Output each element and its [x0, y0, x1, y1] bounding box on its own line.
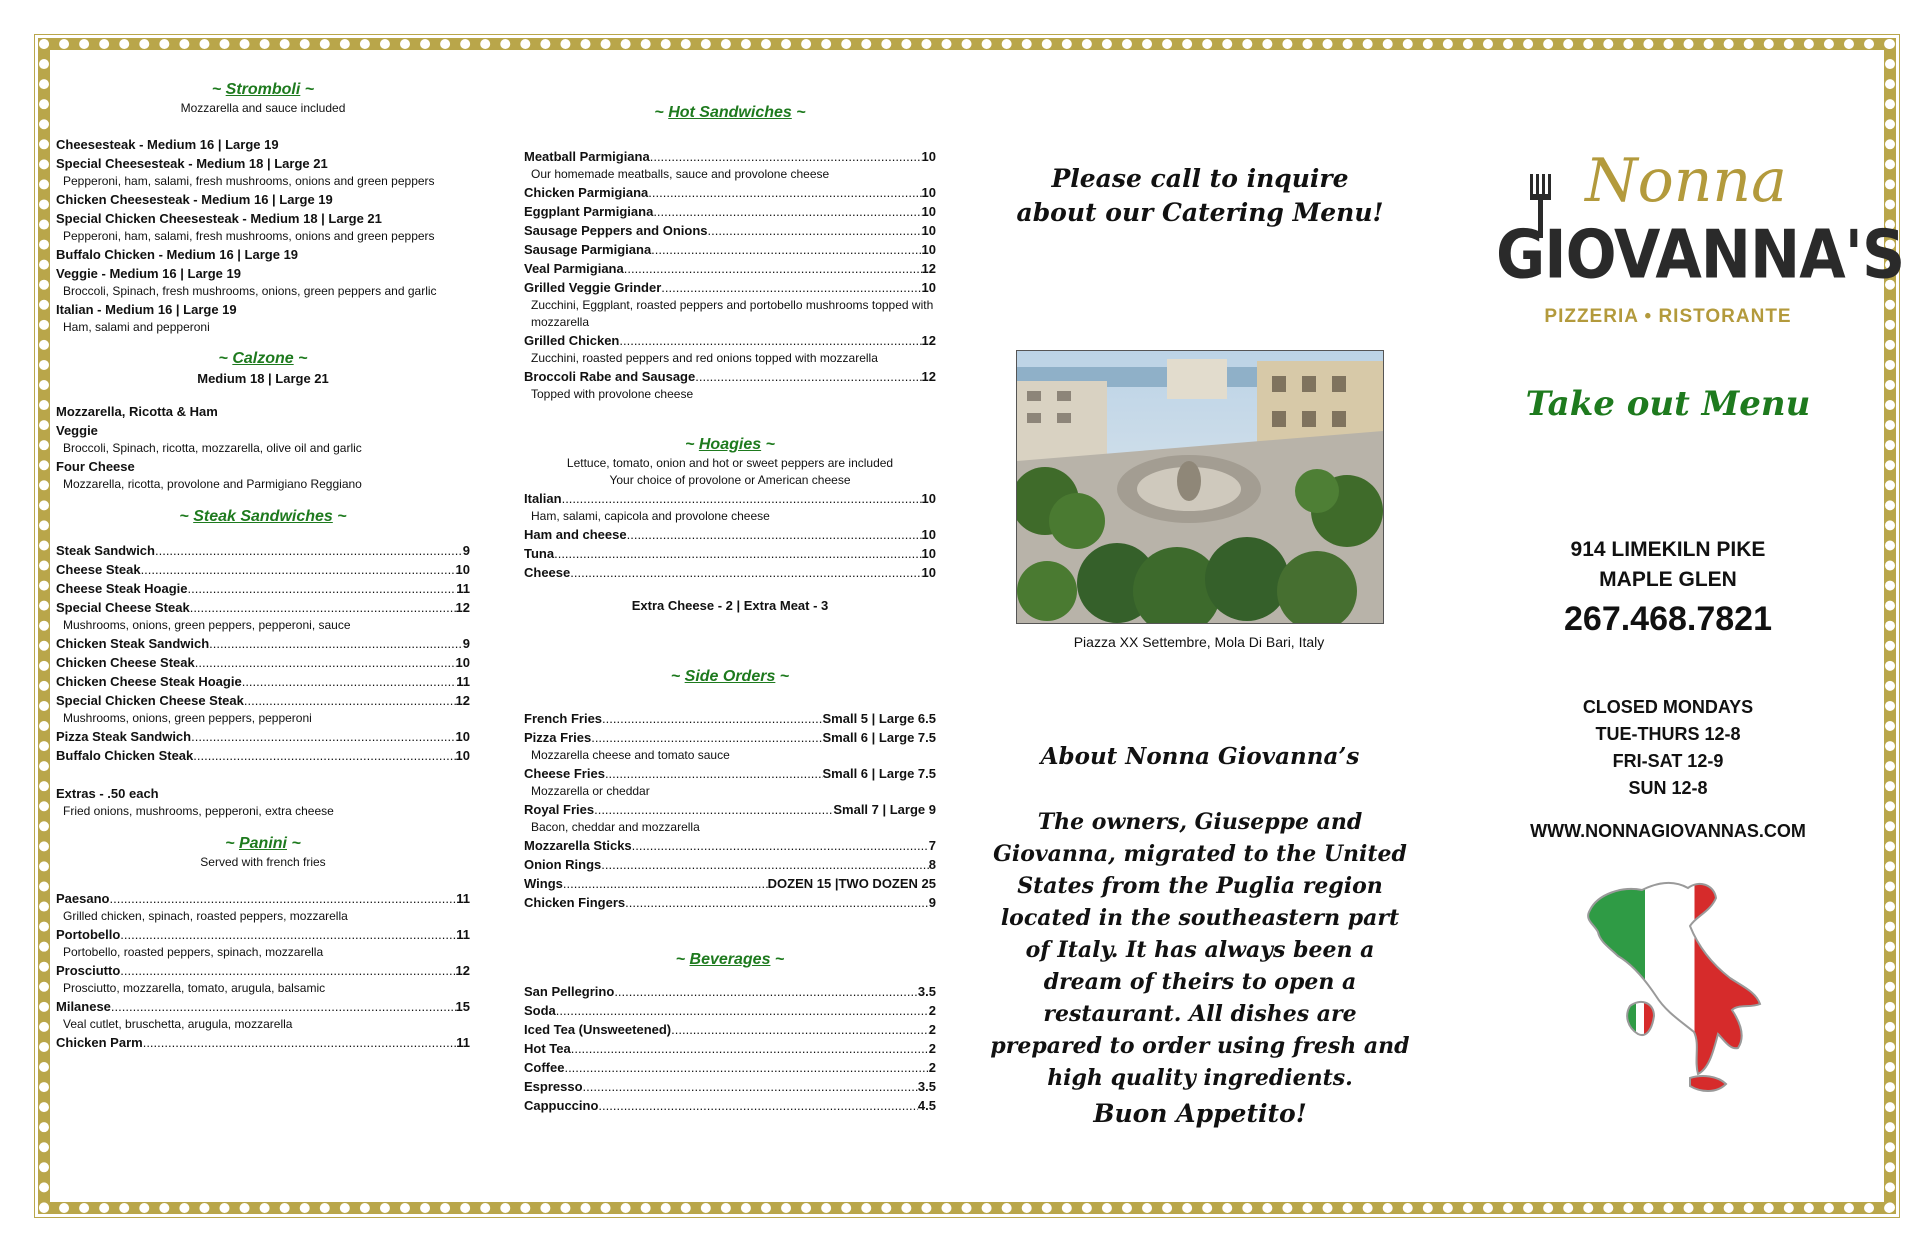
- menu-item-name: Wings: [524, 876, 563, 891]
- dot-leader: [141, 560, 456, 579]
- menu-item-desc: Broccoli, Spinach, ricotta, mozzarella, olive oil and garlic: [63, 441, 362, 455]
- menu-item-name: Chicken Cheese Steak: [56, 655, 195, 670]
- menu-item-price: 12: [921, 369, 936, 384]
- menu-item: [524, 1039, 936, 1058]
- stromboli-title: ~ Stromboli ~: [211, 81, 315, 98]
- hoagies-list: [524, 489, 936, 582]
- dot-leader: [619, 331, 921, 350]
- menu-item-name: Special Chicken Cheesesteak - Medium 18 | Large 21: [56, 211, 382, 226]
- menu-item: [524, 836, 936, 855]
- menu-item-price: 10: [921, 242, 936, 257]
- menu-item-name: Steak Sandwich: [56, 543, 155, 558]
- menu-item-name: Veggie - Medium 16 | Large 19: [56, 266, 241, 281]
- menu-item-desc: Zucchini, Eggplant, roasted peppers and portobello mushrooms topped with mozzarella: [531, 298, 934, 329]
- menu-item-desc: Grilled chicken, spinach, roasted peppers, mozzarella: [63, 909, 348, 923]
- menu-item: [56, 889, 470, 908]
- menu-item: [524, 183, 936, 202]
- logo-name: GIOVANNA'S: [1496, 215, 1905, 295]
- dot-leader: [653, 202, 921, 221]
- piazza-photo: [1016, 350, 1384, 624]
- menu-item: [524, 259, 936, 278]
- menu-item-name: Four Cheese: [56, 459, 135, 474]
- menu-item: [524, 278, 936, 297]
- menu-item: [56, 925, 470, 944]
- photo-caption: Piazza XX Settembre, Mola Di Bari, Italy: [1073, 634, 1325, 650]
- menu-item-name: Cheesesteak - Medium 16 | Large 19: [56, 137, 279, 152]
- menu-item: [524, 367, 936, 386]
- menu-item-name: Tuna: [524, 546, 555, 561]
- menu-item: [56, 653, 470, 672]
- dot-leader: [556, 1001, 929, 1020]
- menu-item-desc: Mozzarella, ricotta, provolone and Parmigiano Reggiano: [63, 477, 362, 491]
- menu-item-price: 10: [921, 491, 936, 506]
- menu-item: [524, 982, 936, 1001]
- steak-list: [56, 541, 470, 765]
- dot-leader: [564, 1058, 928, 1077]
- menu-item-price: 11: [456, 927, 470, 942]
- menu-item-name: Cheese Steak: [56, 562, 141, 577]
- stromboli-subtitle: Mozzarella and sauce included: [180, 101, 346, 115]
- dot-leader: [598, 1096, 918, 1115]
- dot-leader: [671, 1020, 929, 1039]
- menu-item-price: 10: [455, 655, 470, 670]
- phone-number[interactable]: 267.468.7821: [1564, 600, 1772, 638]
- dot-leader: [583, 1077, 918, 1096]
- address-line-2: MAPLE GLEN: [1599, 568, 1737, 591]
- dot-leader: [648, 183, 921, 202]
- dot-leader: [209, 634, 463, 653]
- menu-item-price: 10: [921, 223, 936, 238]
- menu-item-price: Small 5 | Large 6.5: [822, 711, 936, 726]
- dot-leader: [242, 672, 457, 691]
- menu-item: [56, 746, 470, 765]
- hours-line: FRI-SAT 12-9: [1612, 751, 1724, 771]
- dot-leader: [602, 709, 822, 728]
- menu-item-name: Soda: [524, 1003, 556, 1018]
- menu-item-price: 7: [928, 838, 936, 853]
- dot-leader: [191, 727, 455, 746]
- calzone-title: ~ Calzone ~: [218, 350, 308, 367]
- menu-item: [524, 1001, 936, 1020]
- menu-item-name: Coffee: [524, 1060, 565, 1075]
- address-line-1: 914 LIMEKILN PIKE: [1570, 538, 1766, 561]
- sides-title: ~ Side Orders ~: [670, 668, 790, 685]
- menu-item-price: 11: [456, 891, 470, 906]
- menu-item-desc: Veal cutlet, bruschetta, arugula, mozzarella: [63, 1017, 293, 1031]
- sides-list: [524, 709, 936, 912]
- beverages-title: ~ Beverages ~: [675, 951, 785, 968]
- column-1: [56, 80, 470, 1052]
- hours-list: [1496, 694, 1840, 802]
- menu-item-price: 12: [921, 333, 936, 348]
- menu-item-name: Mozzarella, Ricotta & Ham: [56, 404, 218, 419]
- menu-item-desc: Broccoli, Spinach, fresh mushrooms, onions, green peppers and garlic: [63, 284, 437, 298]
- menu-item-name: Portobello: [56, 927, 121, 942]
- dot-leader: [627, 525, 922, 544]
- menu-item-desc: Ham, salami and pepperoni: [63, 320, 210, 334]
- dot-leader: [562, 489, 922, 508]
- menu-item-price: Small 7 | Large 9: [833, 802, 936, 817]
- dot-leader: [143, 1033, 457, 1052]
- about-closing: Buon Appetito!: [1093, 1099, 1307, 1128]
- dot-leader: [190, 598, 456, 617]
- menu-item-price: 8: [928, 857, 936, 872]
- menu-item-desc: Mozzarella or cheddar: [531, 784, 650, 798]
- calzone-list: [56, 402, 470, 493]
- menu-item-price: 10: [455, 748, 470, 763]
- dot-leader: [109, 889, 456, 908]
- menu-item-price: 11: [456, 581, 470, 596]
- menu-item-desc: Our homemade meatballs, sauce and provolone cheese: [531, 167, 830, 181]
- menu-item-name: Chicken Fingers: [524, 895, 626, 910]
- menu-item-name: Italian: [524, 491, 562, 506]
- dot-leader: [563, 874, 768, 893]
- menu-item-name: Special Cheesesteak - Medium 18 | Large 21: [56, 156, 328, 171]
- menu-item-price: 10: [921, 204, 936, 219]
- menu-item: [524, 240, 936, 259]
- menu-item-name: Hot Tea: [524, 1041, 571, 1056]
- menu-item-name: Chicken Steak Sandwich: [56, 636, 210, 651]
- hours-line: SUN 12-8: [1628, 778, 1708, 798]
- dot-leader: [625, 893, 929, 912]
- steak-extras-desc: Fried onions, mushrooms, pepperoni, extra cheese: [63, 804, 334, 818]
- about-title: About Nonna Giovanna’s: [1040, 743, 1360, 770]
- menu-item-desc: Bacon, cheddar and mozzarella: [531, 820, 700, 834]
- menu-item-price: 12: [455, 963, 470, 978]
- dot-leader: [695, 367, 921, 386]
- menu-item-name: Cheese Steak Hoagie: [56, 581, 188, 596]
- menu-item-price: DOZEN 15 |TWO DOZEN 25: [767, 876, 936, 891]
- dot-leader: [195, 653, 456, 672]
- menu-item: [524, 202, 936, 221]
- dot-leader: [111, 997, 456, 1016]
- menu-item-price: 10: [921, 527, 936, 542]
- menu-item-price: 2: [928, 1041, 936, 1056]
- menu-item: [56, 672, 470, 691]
- menu-item-desc: Ham, salami, capicola and provolone cheese: [531, 509, 770, 523]
- steak-title: ~ Steak Sandwiches ~: [179, 508, 347, 525]
- hours-line: CLOSED MONDAYS: [1582, 697, 1754, 717]
- dot-leader: [554, 544, 921, 563]
- menu-item: [56, 598, 470, 617]
- stromboli-list: [56, 135, 470, 336]
- dot-leader: [120, 925, 456, 944]
- menu-item-price: 2: [928, 1003, 936, 1018]
- hoagies-subtitle-1: Lettuce, tomato, onion and hot or sweet peppers are included: [566, 456, 894, 470]
- menu-item-name: Buffalo Chicken Steak: [56, 748, 194, 763]
- menu-item-price: 10: [921, 546, 936, 561]
- menu-item-name: Espresso: [524, 1079, 583, 1094]
- menu-item-price: Small 6 | Large 7.5: [822, 766, 936, 781]
- menu-item: [524, 893, 936, 912]
- menu-item-name: Grilled Chicken: [524, 333, 620, 348]
- dot-leader: [650, 147, 922, 166]
- menu-item: [524, 800, 936, 819]
- dot-leader: [605, 764, 823, 783]
- menu-item-desc: Portobello, roasted peppers, spinach, mozzarella: [63, 945, 324, 959]
- dot-leader: [632, 836, 929, 855]
- menu-item-name: Ham and cheese: [524, 527, 627, 542]
- logo: [1496, 146, 1905, 338]
- menu-item-name: Italian - Medium 16 | Large 19: [56, 302, 237, 317]
- menu-item-name: Sausage Parmigiana: [524, 242, 652, 257]
- menu-item: [524, 1077, 936, 1096]
- menu-item-name: Sausage Peppers and Onions: [524, 223, 708, 238]
- menu-item: [524, 147, 936, 166]
- menu-item-name: Grilled Veggie Grinder: [524, 280, 662, 295]
- menu-item-name: Cappuccino: [524, 1098, 599, 1113]
- dot-leader: [188, 579, 457, 598]
- menu-item: [524, 728, 936, 747]
- menu-item-name: Chicken Cheesesteak - Medium 16 | Large 19: [56, 192, 333, 207]
- menu-item: [524, 525, 936, 544]
- menu-item-price: 11: [456, 674, 470, 689]
- menu-item: [524, 563, 936, 582]
- menu-item: [56, 560, 470, 579]
- menu-item-name: Buffalo Chicken - Medium 16 | Large 19: [56, 247, 299, 262]
- menu-item-price: 12: [921, 261, 936, 276]
- menu-item: [56, 541, 470, 560]
- menu-item-name: Paesano: [56, 891, 110, 906]
- menu-item: [524, 331, 936, 350]
- menu-item-name: Chicken Parm: [56, 1035, 143, 1050]
- menu-item-name: Cheese Fries: [524, 766, 605, 781]
- menu-item-name: Veal Parmigiana: [524, 261, 624, 276]
- menu-item-price: Small 6 | Large 7.5: [822, 730, 936, 745]
- dot-leader: [651, 240, 921, 259]
- menu-item-name: Pizza Steak Sandwich: [56, 729, 192, 744]
- about-body: The owners, Giuseppe and Giovanna, migrated to the United States from the Puglia region located in the southeastern part of Italy. It has always been a dream of theirs to open a restaurant. All dishes are prepared to order using fresh and high quality ingredients.: [990, 809, 1410, 1091]
- hours-line: TUE-THURS 12-8: [1595, 724, 1741, 744]
- menu-item-name: Broccoli Rabe and Sausage: [524, 369, 696, 384]
- dot-leader: [591, 728, 822, 747]
- hot-list: [524, 147, 936, 403]
- dot-leader: [244, 691, 456, 710]
- menu-item: [56, 691, 470, 710]
- dot-leader: [708, 221, 922, 240]
- menu-item: [524, 221, 936, 240]
- menu-item: [524, 855, 936, 874]
- menu-item: [524, 1058, 936, 1077]
- menu-item-price: 10: [455, 562, 470, 577]
- menu-item-desc: Prosciutto, mozzarella, tomato, arugula, balsamic: [63, 981, 326, 995]
- menu-item-price: 12: [455, 600, 470, 615]
- dot-leader: [571, 1039, 929, 1058]
- menu-item-name: Chicken Parmigiana: [524, 185, 649, 200]
- dot-leader: [570, 563, 921, 582]
- menu-item-price: 11: [456, 1035, 470, 1050]
- menu-item-name: San Pellegrino: [524, 984, 615, 999]
- menu-item-price: 9: [928, 895, 936, 910]
- hoagies-title: ~ Hoagies ~: [685, 436, 775, 453]
- menu-item-desc: Mushrooms, onions, green peppers, pepperoni, sauce: [63, 618, 351, 632]
- menu-item-price: 10: [921, 280, 936, 295]
- panini-title: ~ Panini ~: [225, 835, 301, 852]
- menu-item: [524, 544, 936, 563]
- menu-item: [524, 489, 936, 508]
- menu-item-name: Cheese: [524, 565, 571, 580]
- catering-note: Please call to inquire about our Catering Menu!: [1016, 164, 1384, 227]
- menu-item-desc: Pepperoni, ham, salami, fresh mushrooms, onions and green peppers: [63, 229, 435, 243]
- dot-leader: [601, 855, 928, 874]
- steak-extras: Extras - .50 each: [56, 786, 159, 801]
- dot-leader: [120, 961, 455, 980]
- menu-item-price: 2: [928, 1060, 936, 1075]
- logo-script: Nonna: [1585, 146, 1787, 216]
- menu-item-price: 10: [921, 185, 936, 200]
- menu-item-name: Special Cheese Steak: [56, 600, 190, 615]
- menu-item-name: Onion Rings: [524, 857, 602, 872]
- hoagies-subtitle-2: Your choice of provolone or American cheese: [609, 473, 851, 487]
- takeout-title: Take out Menu: [1525, 384, 1811, 424]
- menu-item: [56, 961, 470, 980]
- hoagies-extra: Extra Cheese - 2 | Extra Meat - 3: [631, 598, 829, 613]
- menu-item: [56, 997, 470, 1016]
- menu-item-price: 2: [928, 1022, 936, 1037]
- menu-item-price: 15: [455, 999, 470, 1014]
- website-link[interactable]: WWW.NONNAGIOVANNAS.COM: [1530, 821, 1806, 841]
- menu-item-price: 12: [455, 693, 470, 708]
- menu-item-price: 3.5: [917, 1079, 936, 1094]
- dot-leader: [624, 259, 922, 278]
- menu-item-desc: Mushrooms, onions, green peppers, pepperoni: [63, 711, 312, 725]
- dot-leader: [661, 278, 921, 297]
- menu-item-name: Pizza Fries: [524, 730, 592, 745]
- menu-item-price: 10: [455, 729, 470, 744]
- menu-item-name: Veggie: [56, 423, 98, 438]
- menu-item-name: Milanese: [56, 999, 111, 1014]
- hot-title: ~ Hot Sandwiches ~: [654, 104, 806, 121]
- menu-item: [56, 579, 470, 598]
- dot-leader: [594, 800, 833, 819]
- dot-leader: [155, 541, 463, 560]
- menu-item-price: 9: [462, 636, 470, 651]
- panini-list: [56, 889, 470, 1052]
- menu-item-desc: Pepperoni, ham, salami, fresh mushrooms, onions and green peppers: [63, 174, 435, 188]
- menu-item-name: Iced Tea (Unsweetened): [524, 1022, 672, 1037]
- menu-item: [524, 709, 936, 728]
- panini-subtitle: Served with french fries: [200, 855, 326, 869]
- menu-item-name: Meatball Parmigiana: [524, 149, 650, 164]
- italy-map-icon: [1570, 872, 1770, 1102]
- piazza-image: [1017, 351, 1383, 623]
- menu-item: [524, 1020, 936, 1039]
- menu-item: [524, 874, 936, 893]
- menu-item-name: French Fries: [524, 711, 603, 726]
- calzone-subtitle: Medium 18 | Large 21: [197, 371, 329, 386]
- menu-item-price: 4.5: [917, 1098, 936, 1113]
- dot-leader: [614, 982, 918, 1001]
- menu-item-desc: Zucchini, roasted peppers and red onions topped with mozzarella: [531, 351, 878, 365]
- menu-item: [524, 1096, 936, 1115]
- menu-item: [524, 764, 936, 783]
- menu-item-price: 3.5: [917, 984, 936, 999]
- logo-tagline: PIZZERIA • RISTORANTE: [1544, 306, 1792, 327]
- menu-item-name: Prosciutto: [56, 963, 121, 978]
- menu-item-name: Chicken Cheese Steak Hoagie: [56, 674, 242, 689]
- menu-item-price: 9: [462, 543, 470, 558]
- menu-item-price: 10: [921, 149, 936, 164]
- menu-item-desc: Topped with provolone cheese: [531, 387, 694, 401]
- column-2: [524, 103, 936, 1115]
- beverages-list: [524, 982, 936, 1115]
- menu-item-name: Mozzarella Sticks: [524, 838, 632, 853]
- menu-item-price: 10: [921, 565, 936, 580]
- menu-item-desc: Mozzarella cheese and tomato sauce: [531, 748, 730, 762]
- menu-item-name: Royal Fries: [524, 802, 595, 817]
- menu-item: [56, 634, 470, 653]
- menu-item-name: Eggplant Parmigiana: [524, 204, 654, 219]
- dot-leader: [193, 746, 455, 765]
- menu-item: [56, 1033, 470, 1052]
- menu-item-name: Special Chicken Cheese Steak: [56, 693, 244, 708]
- menu-item: [56, 727, 470, 746]
